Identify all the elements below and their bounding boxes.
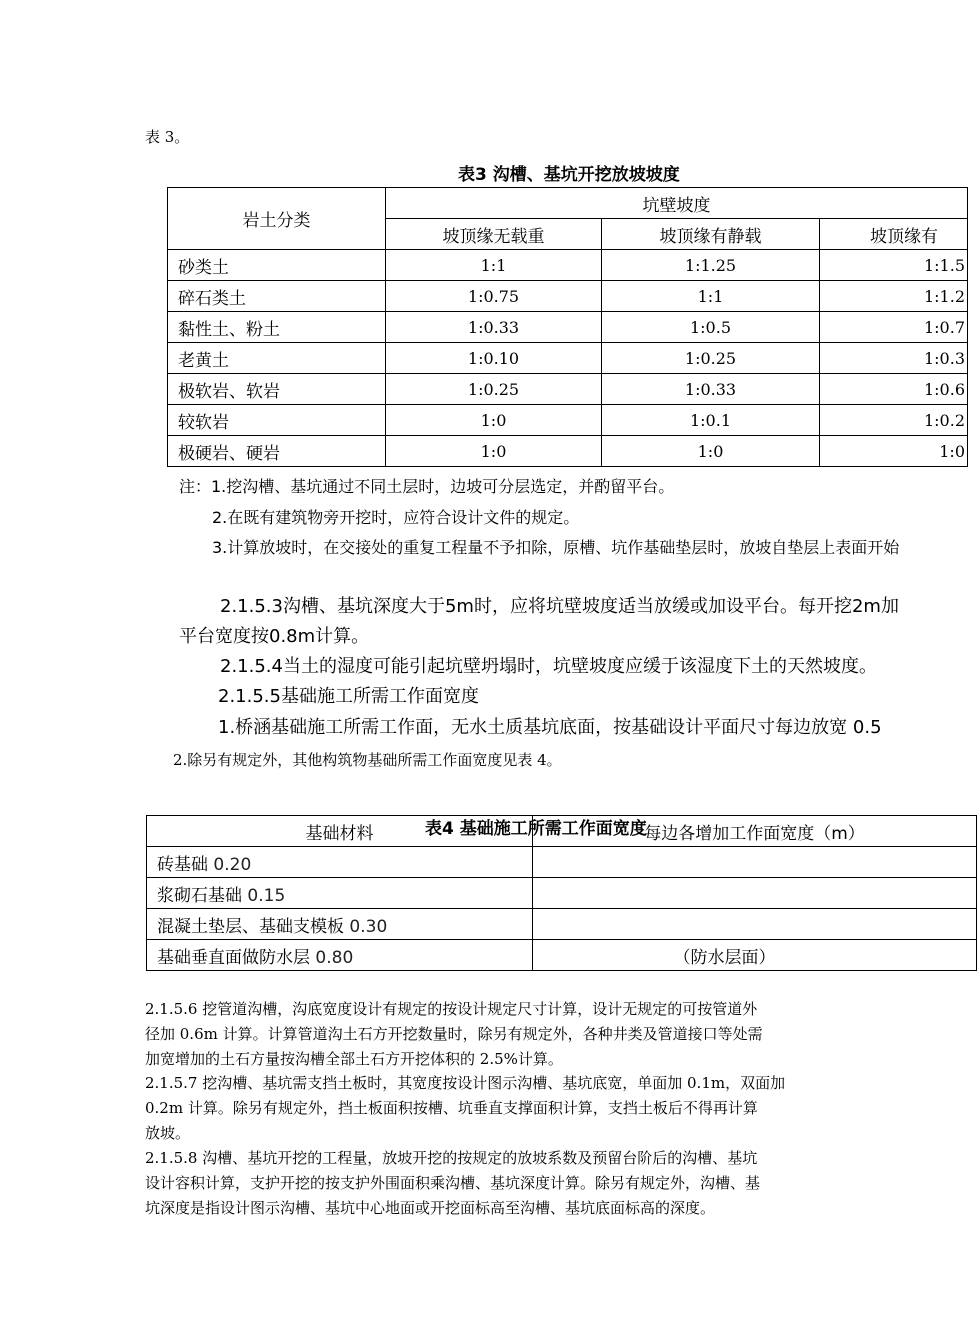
table-row xyxy=(168,405,968,436)
row-label: 黏性土、粉土 xyxy=(168,312,386,343)
paragraph-line: 设计容积计算，支护开挖的按支护外围面积乘沟槽、基坑深度计算。除另有规定外，沟槽、基 xyxy=(145,1174,761,1192)
slope-value: 1:0.10 xyxy=(386,343,602,374)
paragraph-line: 径加 0.6m 计算。计算管道沟土石方开挖数量时，除另有规定外，各种井类及管道接口等处需 xyxy=(145,1025,763,1043)
slope-value: 1:1.2 xyxy=(820,281,968,312)
table3-note-2: 2.在既有建筑物旁开挖时，应符合设计文件的规定。 xyxy=(212,508,580,527)
material-label: 混凝土垫层、基础支模板 xyxy=(157,916,344,937)
slope-table xyxy=(167,187,968,467)
row-label: 砂类土 xyxy=(168,250,386,281)
row-label: 碎石类土 xyxy=(168,281,386,312)
slope-value: 1:0.5 xyxy=(602,312,820,343)
material-cell xyxy=(147,847,533,878)
table-row xyxy=(168,312,968,343)
slope-value: 1:0.3 xyxy=(820,343,968,374)
intro-text: 表 3。 xyxy=(145,128,190,146)
material-label: 浆砌石基础 xyxy=(157,885,242,906)
slope-value: 1:1.5 xyxy=(820,250,968,281)
clause-2154: 2.1.5.4当土的湿度可能引起坑壁坍塌时，坑壁坡度应缓于该湿度下土的天然坡度。 xyxy=(220,656,877,677)
header-width: 每边各增加工作面宽度（m） xyxy=(533,816,977,847)
subheader-no-load: 坡顶缘无载重 xyxy=(386,219,602,250)
paragraph-line: 2.1.5.6 挖管道沟槽，沟底宽度设计有规定的按设计规定尺寸计算，设计无规定的可按管道外 xyxy=(145,1000,758,1018)
row-label: 老黄土 xyxy=(168,343,386,374)
paragraph-line: 加宽增加的土石方量按沟槽全部土石方开挖体积的 2.5%计算。 xyxy=(145,1050,563,1068)
width-value: 0.20 xyxy=(213,854,252,875)
slope-value: 1:1 xyxy=(386,250,602,281)
table-row xyxy=(168,343,968,374)
paragraph-2157 xyxy=(145,1071,810,1146)
subheader-static-load: 坡顶缘有静载 xyxy=(602,219,820,250)
paragraph-line: 2.1.5.8 沟槽、基坑开挖的工程量，放坡开挖的按规定的放坡系数及预留台阶后的沟槽、基坑 xyxy=(145,1149,758,1167)
header-material: 基础材料 xyxy=(147,816,533,847)
slope-value: 1:0.33 xyxy=(602,374,820,405)
header-soil-class: 岩土分类 xyxy=(168,188,386,250)
slope-value: 1:0.6 xyxy=(820,374,968,405)
width-note xyxy=(533,909,977,940)
slope-value: 1:0 xyxy=(602,436,820,467)
width-note: （防水层面） xyxy=(533,940,977,971)
material-cell xyxy=(147,940,533,971)
clause-2155-title: 2.1.5.5基础施工所需工作面宽度 xyxy=(218,686,479,707)
paragraph-line: 2.1.5.7 挖沟槽、基坑需支挡土板时，其宽度按设计图示沟槽、基坑底宽，单面加 0.1m，双面加 xyxy=(145,1074,786,1092)
subheader-dynamic-load: 坡顶缘有 xyxy=(820,219,968,250)
table3-caption: 表3 沟槽、基坑开挖放坡坡度 xyxy=(458,165,680,185)
slope-value: 1:1.25 xyxy=(602,250,820,281)
slope-value: 1:0 xyxy=(386,436,602,467)
table-row xyxy=(168,250,968,281)
material-label: 基础垂直面做防水层 xyxy=(157,947,310,968)
slope-value: 1:0 xyxy=(820,436,968,467)
width-value: 0.80 xyxy=(315,947,354,968)
table-row xyxy=(168,374,968,405)
table-row xyxy=(147,847,977,878)
row-label: 极硬岩、硬岩 xyxy=(168,436,386,467)
slope-value: 1:0.1 xyxy=(602,405,820,436)
slope-value: 1:0.2 xyxy=(820,405,968,436)
material-label: 砖基础 xyxy=(157,854,208,875)
slope-value: 1:0.25 xyxy=(602,343,820,374)
table-row xyxy=(147,878,977,909)
slope-value: 1:0.7 xyxy=(820,312,968,343)
paragraph-line: 坑深度是指设计图示沟槽、基坑中心地面或开挖面标高至沟槽、基坑底面标高的深度。 xyxy=(145,1199,716,1217)
table3-note-3: 3.计算放坡时，在交接处的重复工程量不予扣除，原槽、坑作基础垫层时，放坡自垫层上表面开始 xyxy=(212,538,900,557)
row-label: 极软岩、软岩 xyxy=(168,374,386,405)
slope-value: 1:0.75 xyxy=(386,281,602,312)
paragraph-line: 0.2m 计算。除另有规定外，挡土板面积按槽、坑垂直支撑面积计算，支挡土板后不得再计算 xyxy=(145,1099,758,1117)
clause-2153-line2: 平台宽度按0.8m计算。 xyxy=(179,626,370,647)
work-width-table xyxy=(146,815,977,971)
slope-value: 1:0.25 xyxy=(386,374,602,405)
paragraph-2158 xyxy=(145,1146,810,1221)
table-row xyxy=(147,909,977,940)
width-note xyxy=(533,847,977,878)
table-row xyxy=(147,940,977,971)
width-value: 0.30 xyxy=(349,916,388,937)
slope-value: 1:0 xyxy=(386,405,602,436)
table-row xyxy=(168,281,968,312)
material-cell xyxy=(147,878,533,909)
table4-caption: 表4 基础施工所需工作面宽度 xyxy=(425,819,647,839)
clause-2153-line1: 2.1.5.3沟槽、基坑深度大于5m时，应将坑壁坡度适当放缓或加设平台。每开挖2m加 xyxy=(220,596,899,617)
header-wall-slope: 坑壁坡度 xyxy=(386,188,968,219)
width-note xyxy=(533,878,977,909)
paragraph-2156 xyxy=(145,997,810,1072)
width-value: 0.15 xyxy=(247,885,286,906)
slope-value: 1:1 xyxy=(602,281,820,312)
material-cell xyxy=(147,909,533,940)
clause-2155-item2: 2.除另有规定外，其他构筑物基础所需工作面宽度见表 4。 xyxy=(173,751,562,769)
slope-value: 1:0.33 xyxy=(386,312,602,343)
table3-note-1: 注：1.挖沟槽、基坑通过不同土层时，边坡可分层选定，并酌留平台。 xyxy=(179,477,675,496)
table-row xyxy=(168,436,968,467)
paragraph-line: 放坡。 xyxy=(145,1124,191,1142)
row-label: 较软岩 xyxy=(168,405,386,436)
clause-2155-item1: 1.桥涵基础施工所需工作面，无水土质基坑底面，按基础设计平面尺寸每边放宽 0.5 xyxy=(218,717,882,738)
